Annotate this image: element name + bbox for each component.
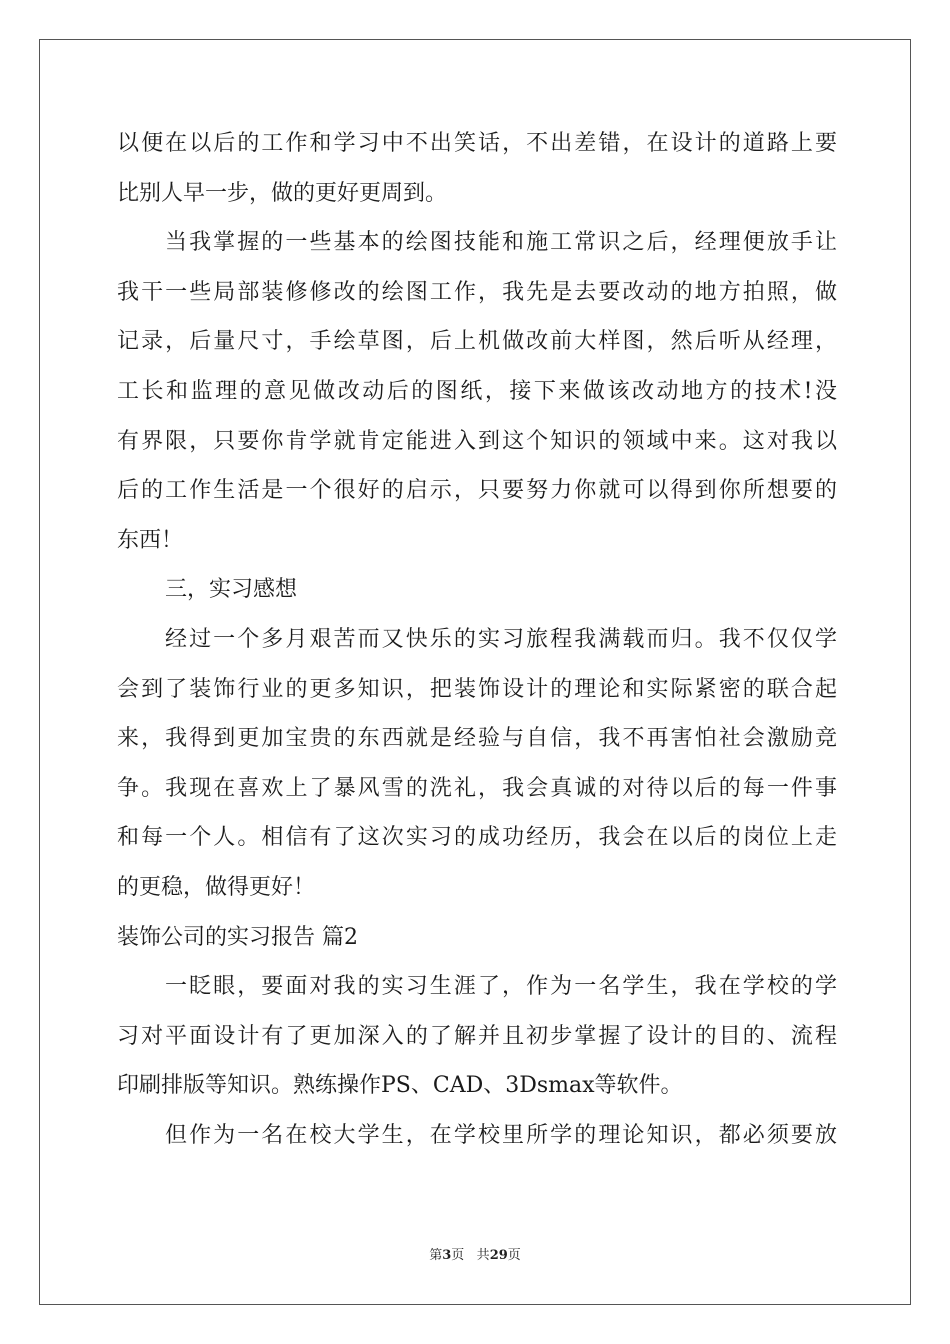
paragraph-start-line: 经过一个多月艰苦而又快乐的实习旅程我满载而归。我不仅仅学 bbox=[165, 626, 837, 652]
text-line: 我干一些局部装修修改的绘图工作，我先是去要改动的地方拍照，做 bbox=[117, 279, 837, 305]
text-line: 印刷排版等知识。熟练操作PS、CAD、3Dsmax等软件。 bbox=[117, 1073, 683, 1099]
paragraph-start-line: 当我掌握的一些基本的绘图技能和施工常识之后，经理便放手让 bbox=[165, 230, 837, 256]
text-line: 东西！ bbox=[117, 527, 184, 553]
page-label-suffix: 页 bbox=[451, 1248, 465, 1263]
text-line: 以便在以后的工作和学习中不出笑话，不出差错，在设计的道路上要 bbox=[117, 131, 837, 156]
text-line: 会到了装饰行业的更多知识，把装饰设计的理论和实际紧密的联合起 bbox=[117, 676, 837, 702]
page-label-prefix: 第 bbox=[429, 1248, 443, 1263]
section-heading: 三，实习感想 bbox=[165, 577, 298, 603]
text-line: 有界限，只要你肯学就肯定能进入到这个知识的领域中来。这对我以 bbox=[117, 428, 837, 454]
total-label-suffix: 页 bbox=[507, 1248, 521, 1263]
text-line: 记录，后量尺寸，手绘草图，后上机做改前大样图，然后听从经理， bbox=[117, 329, 837, 355]
text-line: 争。我现在喜欢上了暴风雪的洗礼，我会真诚的对待以后的每一件事 bbox=[117, 775, 837, 801]
total-pages: 29 bbox=[489, 1248, 508, 1263]
text-line: 的更稳，做得更好！ bbox=[117, 874, 316, 900]
page-footer bbox=[0, 1248, 950, 1264]
text-line: 工长和监理的意见做改动后的图纸，接下来做该改动地方的技术!没 bbox=[117, 378, 837, 404]
document-body bbox=[117, 127, 837, 1168]
text-line: 习对平面设计有了更加深入的了解并且初步掌握了设计的目的、流程 bbox=[117, 1023, 837, 1049]
paragraph-start-line: 一眨眼，要面对我的实习生涯了，作为一名学生，我在学校的学 bbox=[165, 974, 837, 1000]
text-line: 后的工作生活是一个很好的启示，只要努力你就可以得到你所想要的 bbox=[117, 478, 837, 504]
article-heading: 装饰公司的实习报告 篇2 bbox=[117, 924, 358, 950]
text-line: 比别人早一步，做的更好更周到。 bbox=[117, 180, 448, 206]
paragraph-start-line: 但作为一名在校大学生，在学校里所学的理论知识，都必须要放 bbox=[165, 1122, 837, 1148]
text-line: 和每一个人。相信有了这次实习的成功经历，我会在以后的岗位上走 bbox=[117, 825, 837, 851]
total-label-prefix: 共 bbox=[476, 1248, 490, 1263]
page-number: 3 bbox=[442, 1248, 452, 1263]
text-line: 来，我得到更加宝贵的东西就是经验与自信，我不再害怕社会激励竞 bbox=[117, 726, 837, 752]
